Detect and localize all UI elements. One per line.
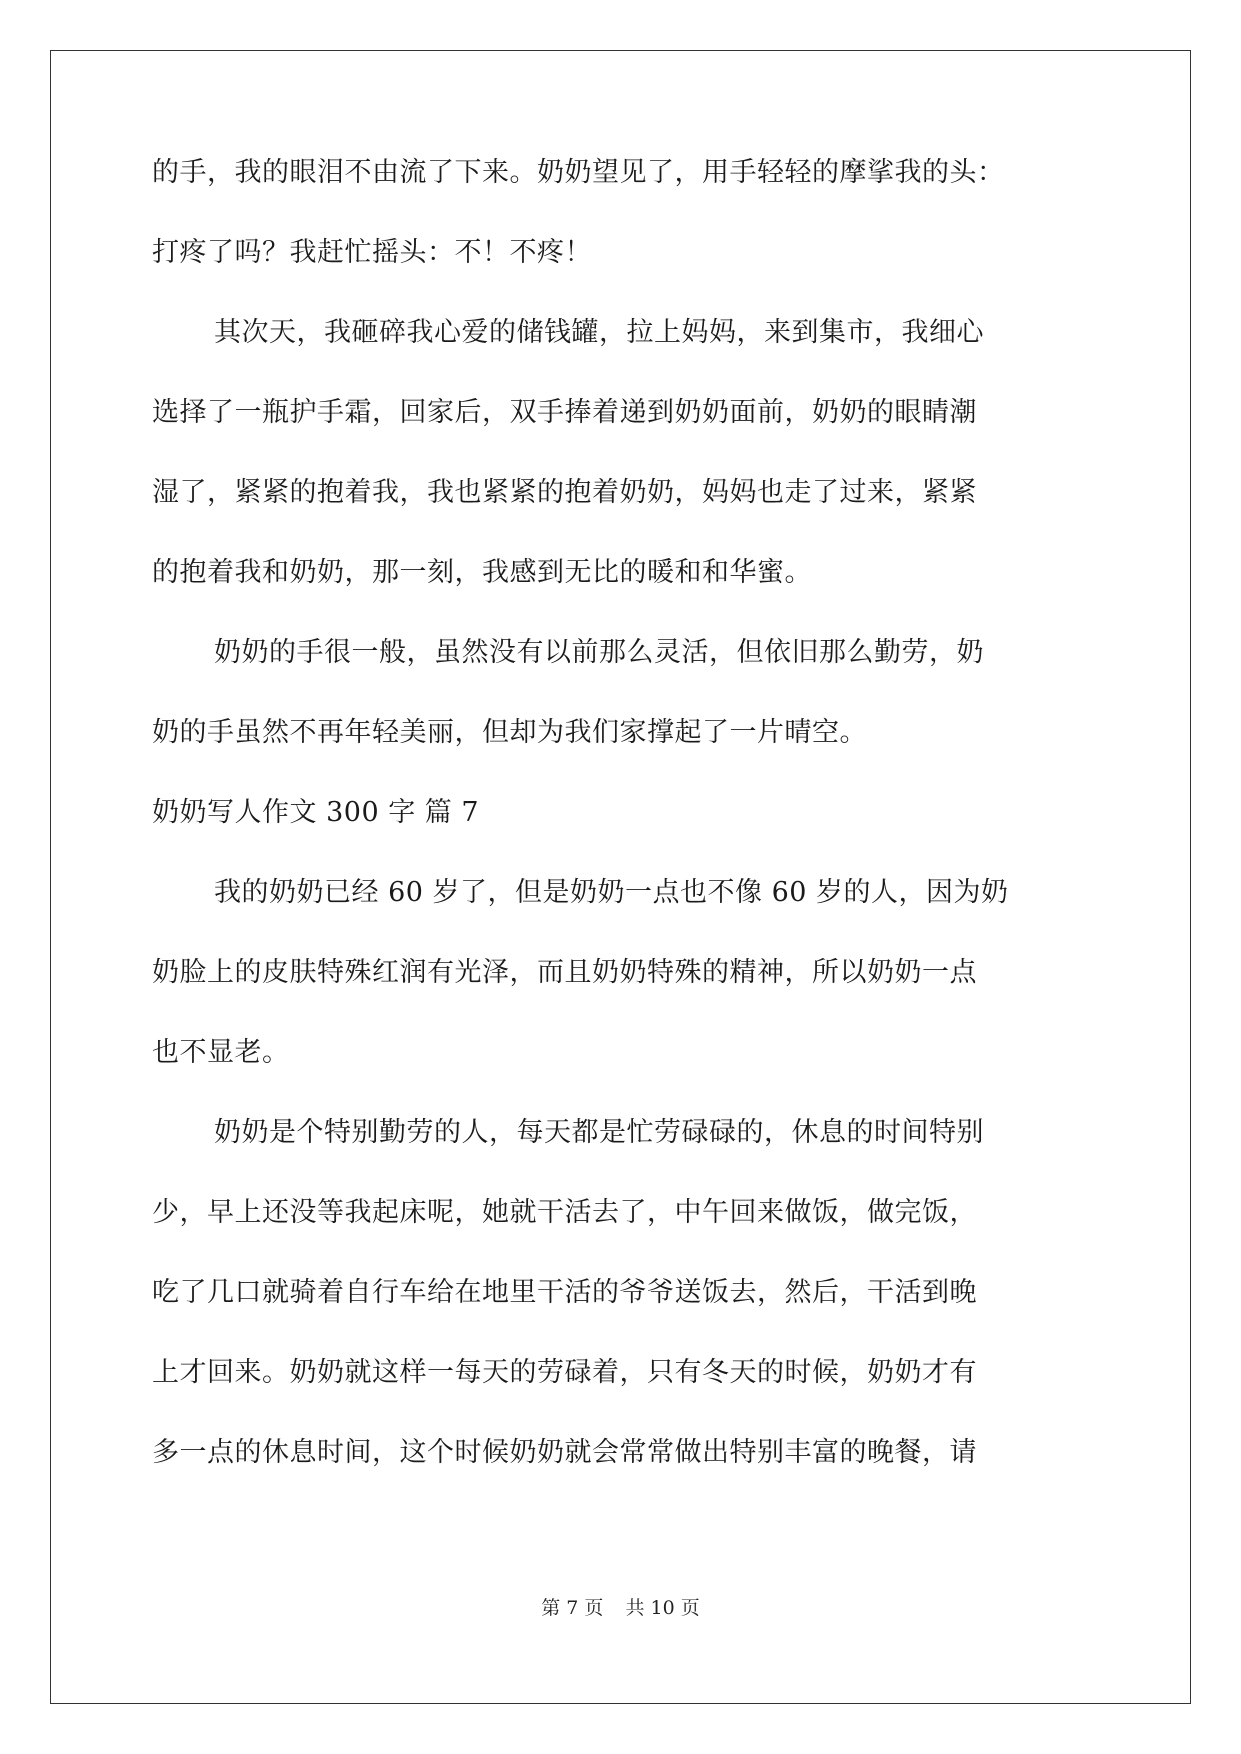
text-line: 打疼了吗？我赶忙摇头：不！不疼！ (152, 237, 592, 268)
current-page-number: 第 7 页 (541, 1597, 604, 1619)
paragraph-start: 其次天，我砸碎我心爱的储钱罐，拉上妈妈，来到集市，我细心 (214, 317, 984, 348)
text-line: 湿了，紧紧的抱着我，我也紧紧的抱着奶奶，妈妈也走了过来，紧紧 (152, 477, 977, 508)
text-line: 上才回来。奶奶就这样一每天的劳碌着，只有冬天的时候，奶奶才有 (152, 1357, 977, 1388)
text-line: 奶脸上的皮肤特殊红润有光泽，而且奶奶特殊的精神，所以奶奶一点 (152, 957, 977, 988)
text-line: 的抱着我和奶奶，那一刻，我感到无比的暖和和华蜜。 (152, 557, 812, 588)
paragraph-start: 奶奶的手很一般，虽然没有以前那么灵活，但依旧那么勤劳，奶 (214, 637, 984, 668)
text-line: 少，早上还没等我起床呢，她就干活去了，中午回来做饭，做完饭， (152, 1197, 977, 1228)
total-pages: 共 10 页 (625, 1597, 700, 1619)
text-line: 也不显老。 (152, 1037, 290, 1068)
text-line: 奶的手虽然不再年轻美丽，但却为我们家撑起了一片晴空。 (152, 717, 867, 748)
text-line: 多一点的休息时间，这个时候奶奶就会常常做出特别丰富的晚餐，请 (152, 1437, 977, 1468)
text-line: 选择了一瓶护手霜，回家后，双手捧着递到奶奶面前，奶奶的眼睛潮 (152, 397, 977, 428)
page-footer (0, 1596, 1241, 1620)
section-heading: 奶奶写人作文 300 字 篇 7 (152, 797, 480, 828)
document-body (152, 158, 1088, 1518)
paragraph-start: 我的奶奶已经 60 岁了，但是奶奶一点也不像 60 岁的人，因为奶 (214, 877, 1009, 908)
text-line: 吃了几口就骑着自行车给在地里干活的爷爷送饭去，然后，干活到晚 (152, 1277, 977, 1308)
paragraph-start: 奶奶是个特别勤劳的人，每天都是忙劳碌碌的，休息的时间特别 (214, 1117, 984, 1148)
text-line: 的手，我的眼泪不由流了下来。奶奶望见了，用手轻轻的摩挲我的头： (152, 157, 1005, 188)
